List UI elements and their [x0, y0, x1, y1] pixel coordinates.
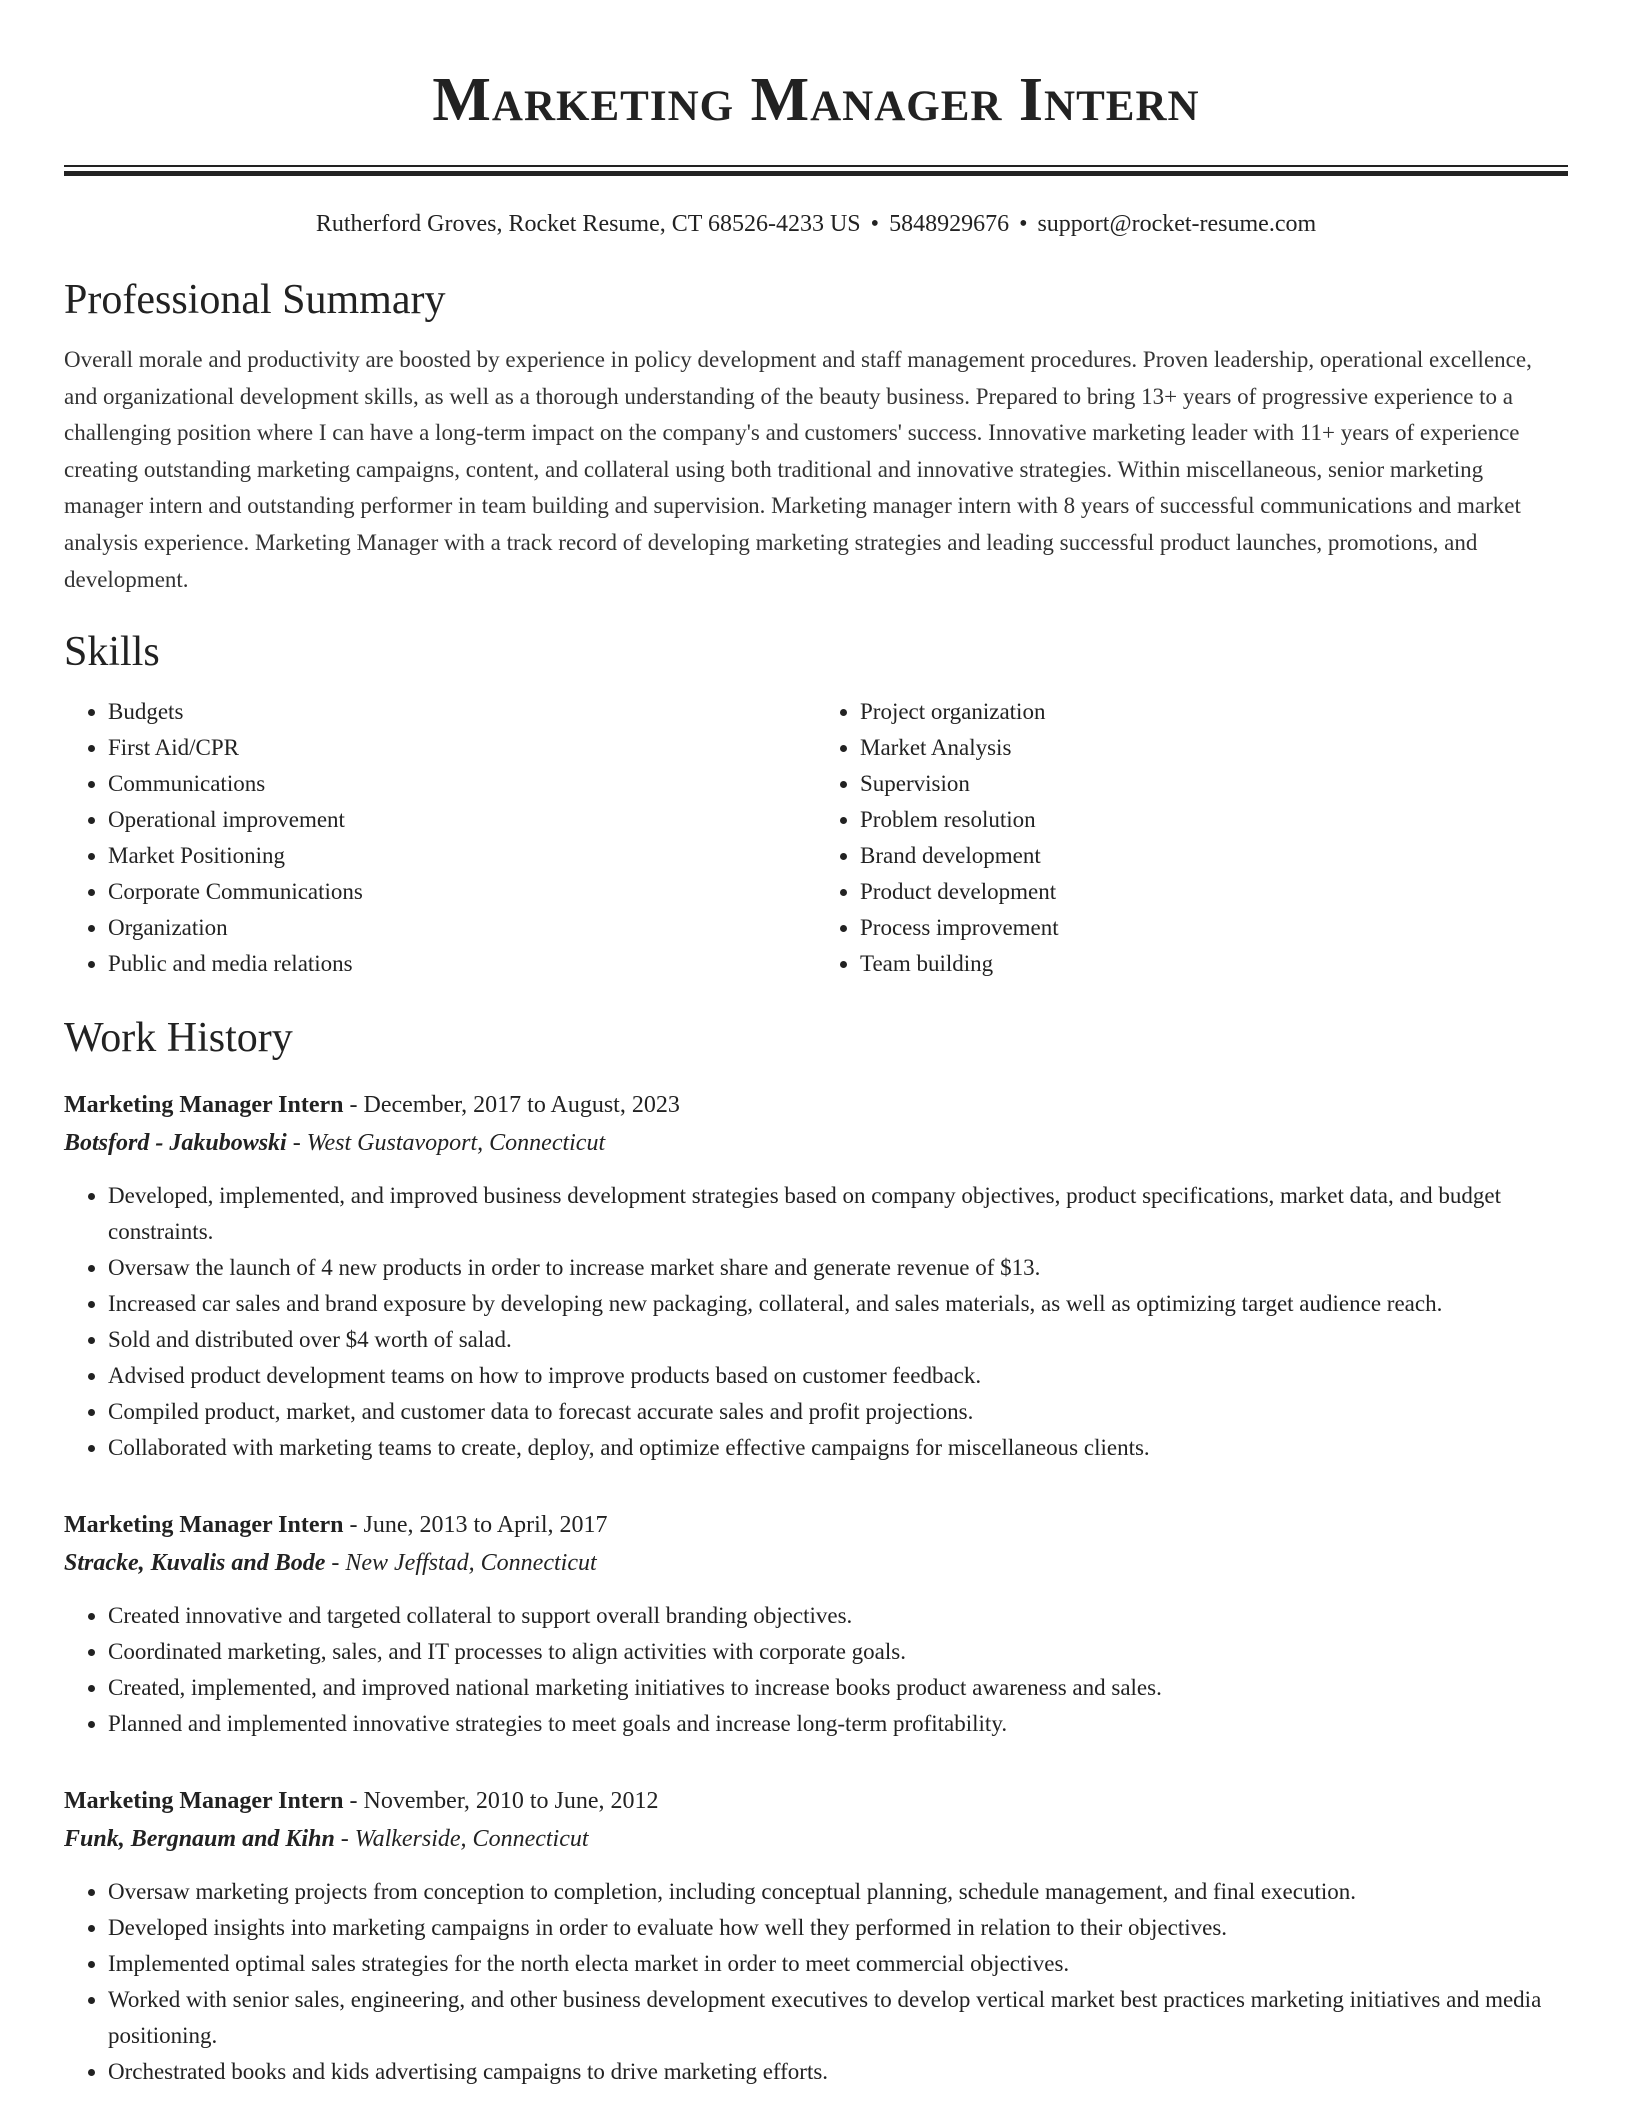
- job-bullet: • Orchestrated books and kids advertising campaigns to drive marketing efforts.: [108, 2054, 1568, 2090]
- job-bullet: • Developed insights into marketing campaigns in order to evaluate how well they performed in relation to their objectives.: [108, 1910, 1568, 1946]
- job-role: Marketing Manager Intern: [64, 1788, 344, 1815]
- job-bullet: • Worked with senior sales, engineering, and other business development executives to develop vertical market best practices marketing initiatives and media positioning.: [108, 1982, 1568, 2054]
- contact-phone: 5848929676: [889, 211, 1010, 237]
- header-divider-thick: [64, 171, 1568, 176]
- job-title-line: [64, 1506, 1568, 1544]
- job-bullet: • Oversaw the launch of 4 new products in order to increase market share and generate revenue of $13.: [108, 1250, 1568, 1286]
- job-bullet: • Created, implemented, and improved national marketing initiatives to increase books product awareness and sales.: [108, 1670, 1568, 1706]
- job-dash: -: [325, 1550, 346, 1577]
- job-bullet: • Increased car sales and brand exposure by developing new packaging, collateral, and sales materials, as well as optimizing target audience reach.: [108, 1286, 1568, 1322]
- job-company-line: [64, 1124, 1568, 1162]
- job-responsibilities: [64, 1598, 1568, 1742]
- job-entry: [64, 1782, 1568, 2090]
- summary-heading: Professional Summary: [64, 277, 446, 323]
- skill-item: • Supervision: [860, 766, 1568, 802]
- job-responsibilities: [64, 1178, 1568, 1466]
- contact-line: [64, 208, 1568, 240]
- skill-item: • Market Positioning: [108, 838, 816, 874]
- skill-item: • Process improvement: [860, 910, 1568, 946]
- job-bullet: • Oversaw marketing projects from conception to completion, including conceptual planning, schedule management, and final execution.: [108, 1874, 1568, 1910]
- contact-separator: •: [1019, 211, 1028, 237]
- job-title-line: [64, 1782, 1568, 1820]
- job-responsibilities: [64, 1874, 1568, 2090]
- job-bullet: • Implemented optimal sales strategies for the north electa market in order to meet commercial objectives.: [108, 1946, 1568, 1982]
- skill-item: • Operational improvement: [108, 802, 816, 838]
- job-bullet: • Planned and implemented innovative strategies to meet goals and increase long-term profitability.: [108, 1706, 1568, 1742]
- job-dates: June, 2013 to April, 2017: [363, 1512, 608, 1539]
- skill-item: • Organization: [108, 910, 816, 946]
- contact-separator: •: [870, 211, 880, 237]
- contact-address: Rutherford Groves, Rocket Resume, CT 68526-4233 US: [315, 211, 861, 237]
- skill-item: • Market Analysis: [860, 730, 1568, 766]
- summary-text: Overall morale and productivity are boosted by experience in policy development and staff management procedures. Proven leadership, operational excellence, and organizational development skills, as well as a thorough understanding of the beauty business. Prepared to bring 13+ years of progressive experience to a challenging position where I can have a long-term impact on the company's and customers' success. Innovative marketing leader with 11+ years of experience creating outstanding marketing campaigns, content, and collateral using both traditional and innovative strategies. Within miscellaneous, senior marketing manager intern and outstanding performer in team building and supervision. Marketing manager intern with 8 years of successful communications and market analysis experience. Marketing Manager with a track record of developing marketing strategies and leading successful product launches, promotions, and development.: [64, 347, 1532, 592]
- job-company: Funk, Bergnaum and Kihn: [64, 1826, 335, 1853]
- skill-item: • Problem resolution: [860, 802, 1568, 838]
- skill-item: • Communications: [108, 766, 816, 802]
- job-bullet: • Developed, implemented, and improved business development strategies based on company objectives, product specifications, market data, and budget constraints.: [108, 1178, 1568, 1250]
- job-bullet: • Advised product development teams on how to improve products based on customer feedback.: [108, 1358, 1568, 1394]
- job-role: Marketing Manager Intern: [64, 1092, 344, 1119]
- work-history-heading: Work History: [64, 1015, 293, 1062]
- skills-column-left: [64, 694, 816, 982]
- skills-column-right: [816, 694, 1568, 982]
- job-role: Marketing Manager Intern: [64, 1512, 344, 1539]
- job-dates: November, 2010 to June, 2012: [363, 1788, 659, 1815]
- header-divider-thin: [64, 165, 1568, 167]
- job-bullet: • Coordinated marketing, sales, and IT processes to align activities with corporate goals.: [108, 1634, 1568, 1670]
- skills-list: [64, 694, 1568, 982]
- job-bullet: • Collaborated with marketing teams to create, deploy, and optimize effective campaigns for miscellaneous clients.: [108, 1430, 1568, 1466]
- job-company-line: [64, 1820, 1568, 1858]
- job-dash: -: [343, 1788, 364, 1815]
- job-dates: December, 2017 to August, 2023: [363, 1092, 680, 1119]
- candidate-name: Marketing Manager Intern: [432, 66, 1200, 134]
- skills-heading: Skills: [64, 629, 160, 676]
- job-dash: -: [286, 1130, 307, 1157]
- job-location: Walkerside, Connecticut: [354, 1826, 589, 1853]
- job-dash: -: [343, 1512, 364, 1539]
- skill-item: • Corporate Communications: [108, 874, 816, 910]
- job-bullet: • Created innovative and targeted collateral to support overall branding objectives.: [108, 1598, 1568, 1634]
- job-bullet: • Sold and distributed over $4 worth of salad.: [108, 1322, 1568, 1358]
- skill-item: • Project organization: [860, 694, 1568, 730]
- job-company: Botsford - Jakubowski: [64, 1130, 287, 1157]
- job-dash: -: [343, 1092, 364, 1119]
- job-title-line: [64, 1086, 1568, 1124]
- job-dash: -: [334, 1826, 355, 1853]
- skill-item: • Budgets: [108, 694, 816, 730]
- skill-item: • Brand development: [860, 838, 1568, 874]
- job-company: Stracke, Kuvalis and Bode: [64, 1550, 326, 1577]
- job-location: West Gustavoport, Connecticut: [306, 1130, 606, 1157]
- job-bullet: • Compiled product, market, and customer data to forecast accurate sales and profit projections.: [108, 1394, 1568, 1430]
- skill-item: • First Aid/CPR: [108, 730, 816, 766]
- job-company-line: [64, 1544, 1568, 1582]
- contact-email: support@rocket-resume.com: [1037, 211, 1317, 237]
- skill-item: • Product development: [860, 874, 1568, 910]
- skill-item: • Public and media relations: [108, 946, 816, 982]
- job-entry: [64, 1086, 1568, 1466]
- job-location: New Jeffstad, Connecticut: [345, 1550, 597, 1577]
- skill-item: • Team building: [860, 946, 1568, 982]
- job-entry: [64, 1506, 1568, 1742]
